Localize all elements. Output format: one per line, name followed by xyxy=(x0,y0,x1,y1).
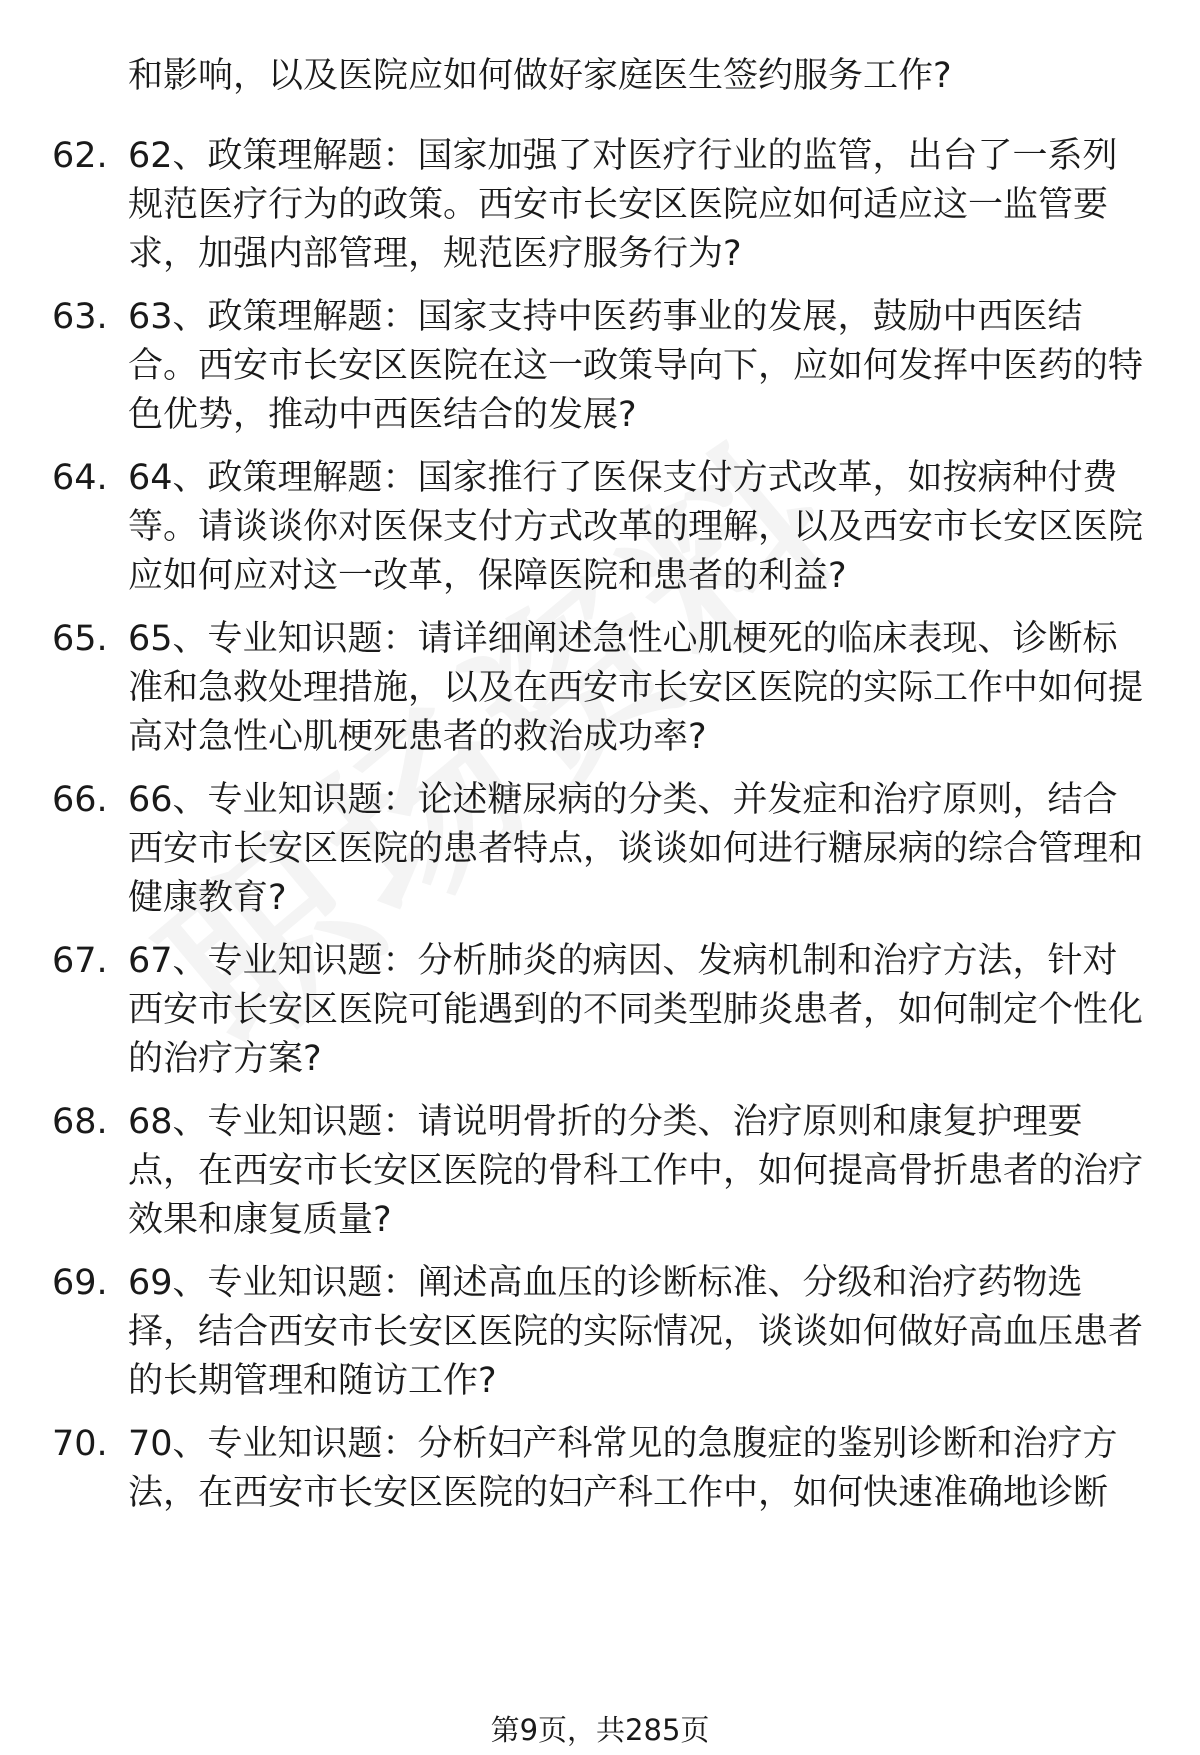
item-number: 69. xyxy=(52,1263,108,1303)
item-text: 64、政策理解题：国家推行了医保支付方式改革，如按病种付费等。请谈谈你对医保支付方式改革的理解，以及西安市长安区医院应如何应对这一改革，保障医院和患者的利益? xyxy=(128,458,1144,596)
item-number: 63. xyxy=(52,297,108,337)
page-footer: 第9页，共285页 xyxy=(490,1713,710,1747)
item-number: 65. xyxy=(52,619,108,659)
item-text: 63、政策理解题：国家支持中医药事业的发展，鼓励中西医结合。西安市长安区医院在这一政策导向下，应如何发挥中医药的特色优势，推动中西医结合的发展? xyxy=(128,297,1144,435)
item-number: 67. xyxy=(52,941,108,981)
item-text: 65、专业知识题：请详细阐述急性心肌梗死的临床表现、诊断标准和急救处理措施，以及在西安市长安区医院的实际工作中如何提高对急性心肌梗死患者的救治成功率? xyxy=(128,619,1144,757)
item-text: 67、专业知识题：分析肺炎的病因、发病机制和治疗方法，针对西安市长安区医院可能遇到的不同类型肺炎患者，如何制定个性化的治疗方案? xyxy=(128,941,1144,1079)
item-number: 64. xyxy=(52,458,108,498)
item-text: 62、政策理解题：国家加强了对医疗行业的监管，出台了一系列规范医疗行为的政策。西安市长安区医院应如何适应这一监管要求，加强内部管理，规范医疗服务行为? xyxy=(128,136,1118,274)
continuation-text: 和影响，以及医院应如何做好家庭医生签约服务工作? xyxy=(128,56,952,96)
item-text: 69、专业知识题：阐述高血压的诊断标准、分级和治疗药物选择，结合西安市长安区医院的实际情况，谈谈如何做好高血压患者的长期管理和随访工作? xyxy=(128,1263,1144,1401)
item-number: 68. xyxy=(52,1102,108,1142)
item-text: 66、专业知识题：论述糖尿病的分类、并发症和治疗原则，结合西安市长安区医院的患者特点，谈谈如何进行糖尿病的综合管理和健康教育? xyxy=(128,780,1144,918)
item-number: 66. xyxy=(52,780,108,820)
item-text: 68、专业知识题：请说明骨折的分类、治疗原则和康复护理要点，在西安市长安区医院的骨科工作中，如何提高骨折患者的治疗效果和康复质量? xyxy=(128,1102,1144,1240)
item-number: 62. xyxy=(52,136,108,176)
item-text: 70、专业知识题：分析妇产科常见的急腹症的鉴别诊断和治疗方法，在西安市长安区医院的妇产科工作中，如何快速准确地诊断 xyxy=(128,1424,1118,1513)
item-number: 70. xyxy=(52,1424,108,1464)
